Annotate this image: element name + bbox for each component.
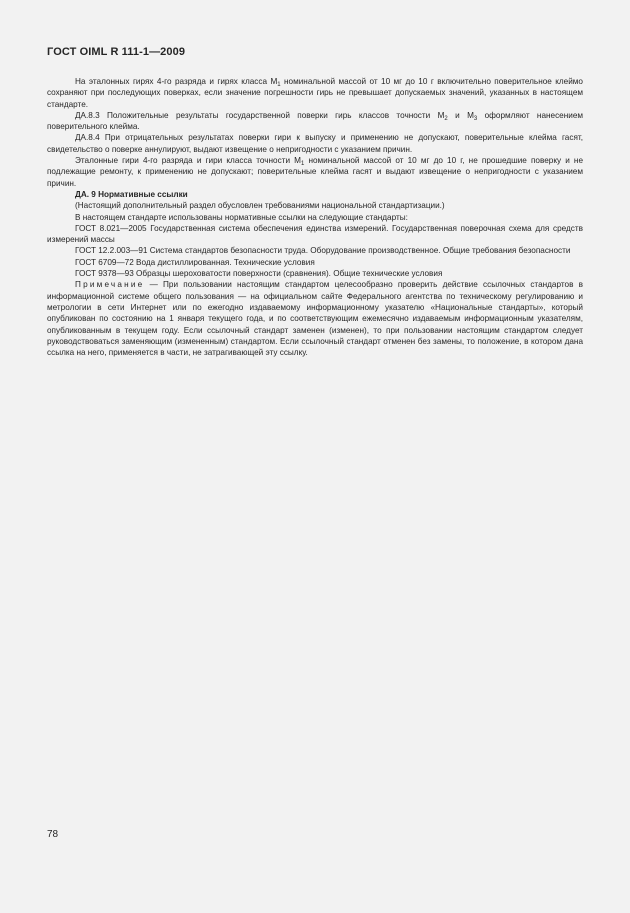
reference-gost-12-2-003: ГОСТ 12.2.003—91 Система стандартов безопасности труда. Оборудование производственное. Общие требования безопасности [75, 246, 571, 256]
paragraph-da-8-3: ДА.8.3 Положительные результаты государственной поверки гирь классов точности $M_2$ и $M_3$ оформляют нанесением поверительного клейма. [47, 110, 584, 132]
paragraph-da-8-4: ДА.8.4 При отрицательных результатах поверки гири к выпуску и применению не допускают, поверительные клейма гасят, свидетельство о поверке аннулируют, выдают извещение о непригодности с указанием причин. [47, 133, 583, 154]
document-body [47, 76, 583, 358]
document-header: ГОСТ OIML R 111-1—2009 [47, 46, 186, 58]
section-heading-normative-references: ДА. 9 Нормативные ссылки [75, 189, 188, 199]
reference-gost-6709: ГОСТ 6709—72 Вода дистиллированная. Технические условия [75, 257, 315, 267]
paragraph-section-note: (Настоящий дополнительный раздел обусловлен требованиями национальной стандартизации.) [75, 201, 445, 211]
reference-gost-8-021: ГОСТ 8.021—2005 Государственная система обеспечения единства измерений. Государственная поверочная схема для средств измерений массы [47, 223, 583, 245]
paragraph-references-intro: В настоящем стандарте использованы нормативные ссылки на следующие стандарты: [75, 212, 408, 222]
reference-gost-9378: ГОСТ 9378—93 Образцы шероховатости поверхности (сравнения). Общие технические условия [75, 269, 443, 279]
paragraph-note: Примечание — При пользовании настоящим стандартом целесообразно проверить действие ссылочных стандартов в информационной системе общего пользования — на официальном сайте Федерального агентства по техническому регулированию и метрологии в сети Интернет или по ежегодно издаваемому информационному указателю «Национальные стандарты», который опубликован по состоянию на 1 января текущего года, и по соответствующим ежемесячно издаваемым информационным указателям, опубликованным в текущем году. Если ссылочный стандарт заменен (изменен), то при пользовании настоящим стандартом следует руководствоваться заменяющим (измененным) стандартом. Если ссылочный стандарт отменен без замены, то положение, в котором дана ссылка на него, применяется в части, не затрагивающей эту ссылку. [47, 280, 583, 358]
note-label: Примечание [75, 280, 145, 290]
paragraph-reference-weights: Эталонные гири 4-го разряда и гири класса точности $M_1$ номинальной массой от 10 мг до 10 г, не прошедшие поверку и не подлежащие ремонту, к применению не допускают; поверительные клейма гасят и выдают извещение о непригодности с указанием причин. [47, 156, 583, 188]
paragraph-weights-marking: На эталонных гирях 4-го разряда и гирях класса $M_1$ номинальной массой от 10 мг до 10 г включительно поверительное клеймо сохраняют при последующих поверках, если значение погрешности гирь не превышает допускаемых значений, указанных в настоящем стандарте. [47, 77, 583, 109]
page-number: 78 [47, 829, 59, 840]
